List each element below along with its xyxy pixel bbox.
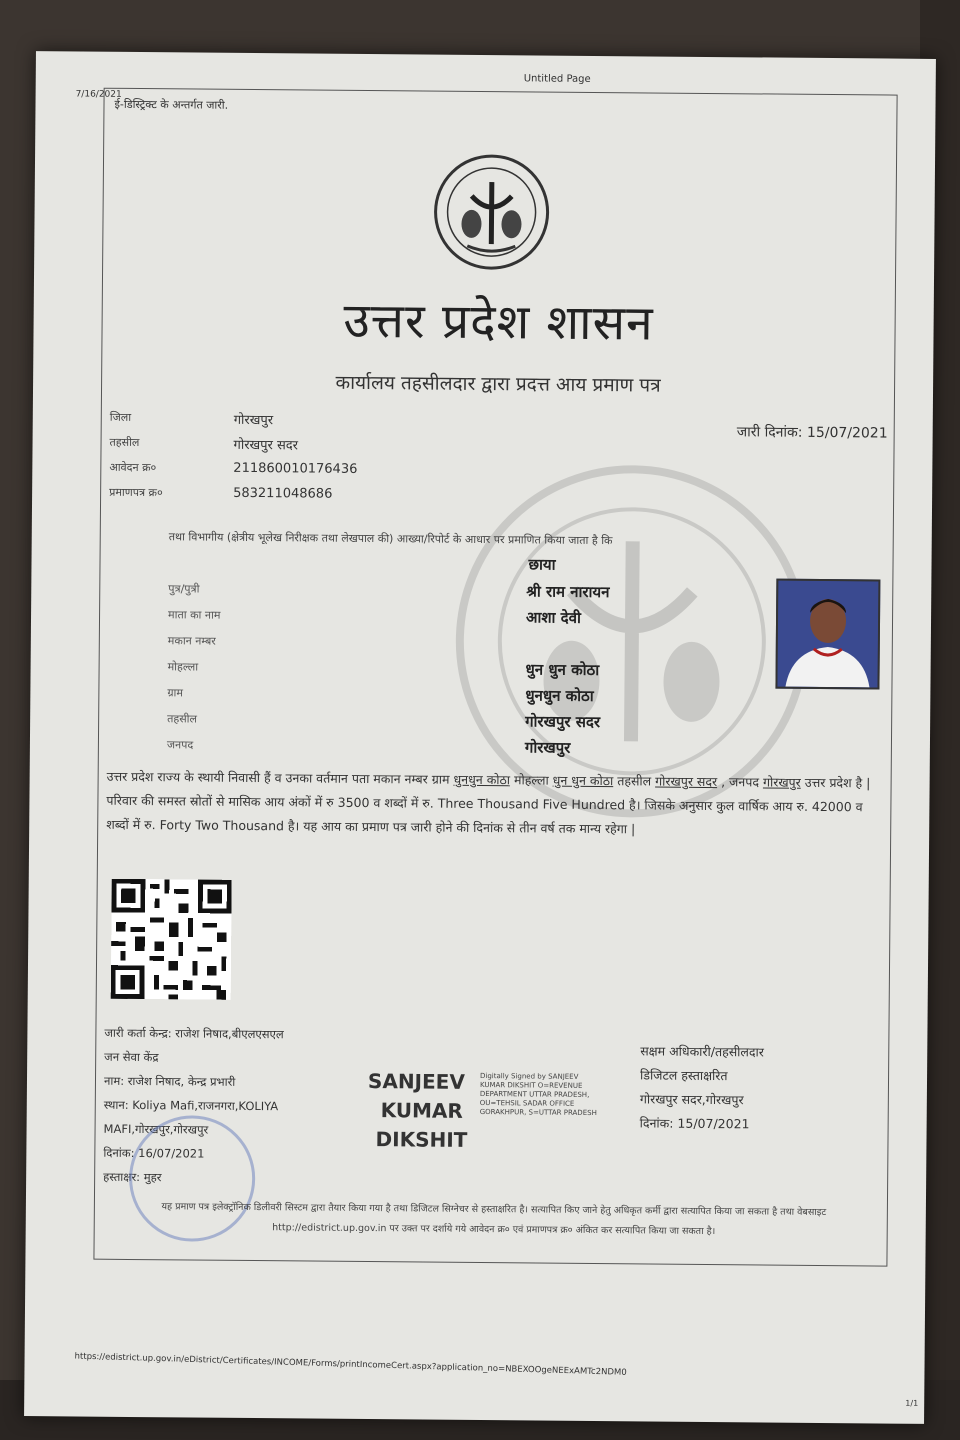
field-row [167, 705, 608, 735]
body-text-part: उत्तर प्रदेश है | परिवार की समस्त स्रोतों से मासिक आय अंकों में रु 3500 व शब्दों में रु. Three Thousand Five Hundred है। जिसके अनुसार कुल वार्षिक आय रु. 42000 व शब्दों में रु. Forty Two Thousand है। यह आय का प्रमाण पत्र जारी होने की दिनांक से तीन वर्ष तक मान्य रहेगा | [106, 774, 871, 837]
certificate-subtitle: कार्यालय तहसीलदार द्वारा प्रदत्त आय प्रमाण पत्र [335, 371, 661, 397]
applicant-photo [775, 579, 880, 690]
meta-value: 211860010176436 [233, 460, 358, 477]
issuer-line: हस्ताक्षर: मुहर [103, 1169, 162, 1185]
issue-date: जारी दिनांक: 15/07/2021 [736, 424, 888, 442]
signatory-name-line: SANJEEV [367, 1069, 465, 1094]
meta-row-tehsil [109, 430, 357, 457]
income-declaration [106, 765, 877, 844]
signatory-name-line: DIKSHIT [375, 1127, 468, 1152]
field-value: आशा देवी [525, 608, 581, 627]
field-value: गोरखपुर [524, 738, 571, 757]
issuer-line: जन सेवा केंद्र [104, 1049, 159, 1065]
applicant-details [167, 575, 610, 761]
meta-row-district [110, 405, 358, 432]
body-text-part: , जनपद [717, 774, 764, 790]
body-village: धुनधुन कोठा [453, 771, 511, 788]
issuer-line: MAFI,गोरखपुर,गोरखपुर [103, 1121, 209, 1137]
issuer-line: दिनांक: 16/07/2021 [103, 1145, 205, 1161]
digital-signature-text: Digitally Signed by SANJEEV KUMAR DIKSHIT O=REVENUE DEPARTMENT UTTAR PRADESH, OU=TEHSIL SADAR OFFICE GORAKHPUR, S=UTTAR PRADESH [479, 1072, 597, 1118]
print-url: https://edistrict.up.gov.in/eDistrict/Certificates/INCOME/Forms/printIncomeCert.aspx?application_no=NBEXOOgeNEExAMTc2NDM0 [74, 1351, 627, 1378]
field-value: गोरखपुर सदर [525, 712, 601, 732]
print-title: Untitled Page [523, 73, 591, 85]
field-row [168, 601, 609, 631]
up-government-emblem-icon [431, 152, 552, 273]
field-label: मकान नम्बर [167, 633, 216, 648]
issuer-line: नाम: राजेश निषाद, केन्द्र प्रभारी [103, 1073, 236, 1089]
meta-label: जिला [109, 410, 132, 424]
meta-label: तहसील [109, 435, 140, 450]
meta-row-application-no [109, 455, 357, 482]
signatory-name [367, 1067, 476, 1155]
issuer-line: स्थान: Koliya Mafi,राजनगरा,KOLIYA [103, 1097, 279, 1114]
meta-label: प्रमाणपत्र क्र० [109, 485, 163, 500]
issuer-line: जारी कर्ता केन्द्र: राजेश निषाद,बीएलएसएल [104, 1025, 284, 1042]
certification-intro: तथा विभागीय (क्षेत्रीय भूलेख निरीक्षक तथा लेखपाल की) आख्या/रिपोर्ट के आधार पर प्रमाणित किया जाता है कि [168, 530, 613, 548]
verification-footnote: यह प्रमाण पत्र इलेक्ट्रॉनिक डिलीवरी सिस्टम द्वारा तैयार किया गया है तथा डिजिटल सिग्नेचर से हस्ताक्षरित है। सत्यापित किए जाने हेतु अधिकृत कर्मी द्वारा सत्यापित किया जा सकता है तथा वेबसाइट http://edistrict.up.gov.in पर उक्त पर दर्शाये गये आवेदन क्र० एवं प्रमाणपत्र क्र० अंकित कर सत्यापित किया जा सकता है। [161, 1201, 827, 1238]
print-date: 7/16/2021 [75, 89, 122, 100]
field-label: पुत्र/पुत्री [168, 581, 200, 596]
field-value: धुनधुन कोठा [525, 686, 594, 705]
body-text-part: उत्तर प्रदेश राज्य के स्थायी निवासी हैं व उनका वर्तमान पता मकान नम्बर ग्राम [106, 768, 454, 787]
signatory-name-line: KUMAR [380, 1098, 463, 1123]
authority-line: दिनांक: 15/07/2021 [639, 1115, 750, 1132]
body-mohalla: धुन धुन कोठा [552, 772, 614, 789]
meta-row-certificate-no [109, 480, 357, 507]
certificate-sheet [24, 51, 936, 1424]
body-district: गोरखपुर [762, 774, 801, 790]
qr-code-icon [111, 879, 232, 1000]
field-row [168, 575, 609, 605]
authority-line: डिजिटल हस्ताक्षरित [639, 1067, 728, 1084]
photo-label: छाया [528, 555, 556, 574]
field-value: श्री राम नारायन [526, 582, 610, 602]
meta-value: गोरखपुर सदर [233, 437, 299, 453]
field-row [167, 731, 608, 761]
field-label: जनपद [166, 737, 194, 751]
field-label: तहसील [167, 711, 198, 726]
government-title: उत्तर प्रदेश शासन [343, 292, 654, 352]
meta-value: 583211048686 [233, 485, 333, 502]
certificate-meta [109, 405, 358, 507]
field-row [168, 627, 609, 657]
field-row [167, 679, 608, 709]
body-tehsil: गोरखपुर सदर [655, 773, 718, 790]
authority-line: सक्षम अधिकारी/तहसीलदार [640, 1043, 764, 1060]
meta-value: गोरखपुर [233, 412, 274, 428]
authority-line: गोरखपुर सदर,गोरखपुर [639, 1091, 744, 1108]
certificate-frame [93, 88, 897, 1267]
body-text-part: तहसील [613, 773, 656, 789]
meta-label: आवेदन क्र० [109, 460, 157, 475]
field-label: माता का नाम [168, 607, 221, 622]
field-row [167, 653, 608, 683]
field-value: धुन धुन कोठा [525, 660, 600, 680]
page-number: 1/1 [905, 1398, 919, 1408]
competent-authority [640, 1039, 764, 1136]
person-photo-icon [777, 581, 878, 688]
body-text-part: मोहल्ला [510, 772, 553, 788]
field-label: ग्राम [167, 685, 184, 699]
field-label: मोहल्ला [167, 659, 199, 674]
issued-under-text: ई-डिस्ट्रिक्ट के अन्तर्गत जारी. [114, 97, 229, 112]
